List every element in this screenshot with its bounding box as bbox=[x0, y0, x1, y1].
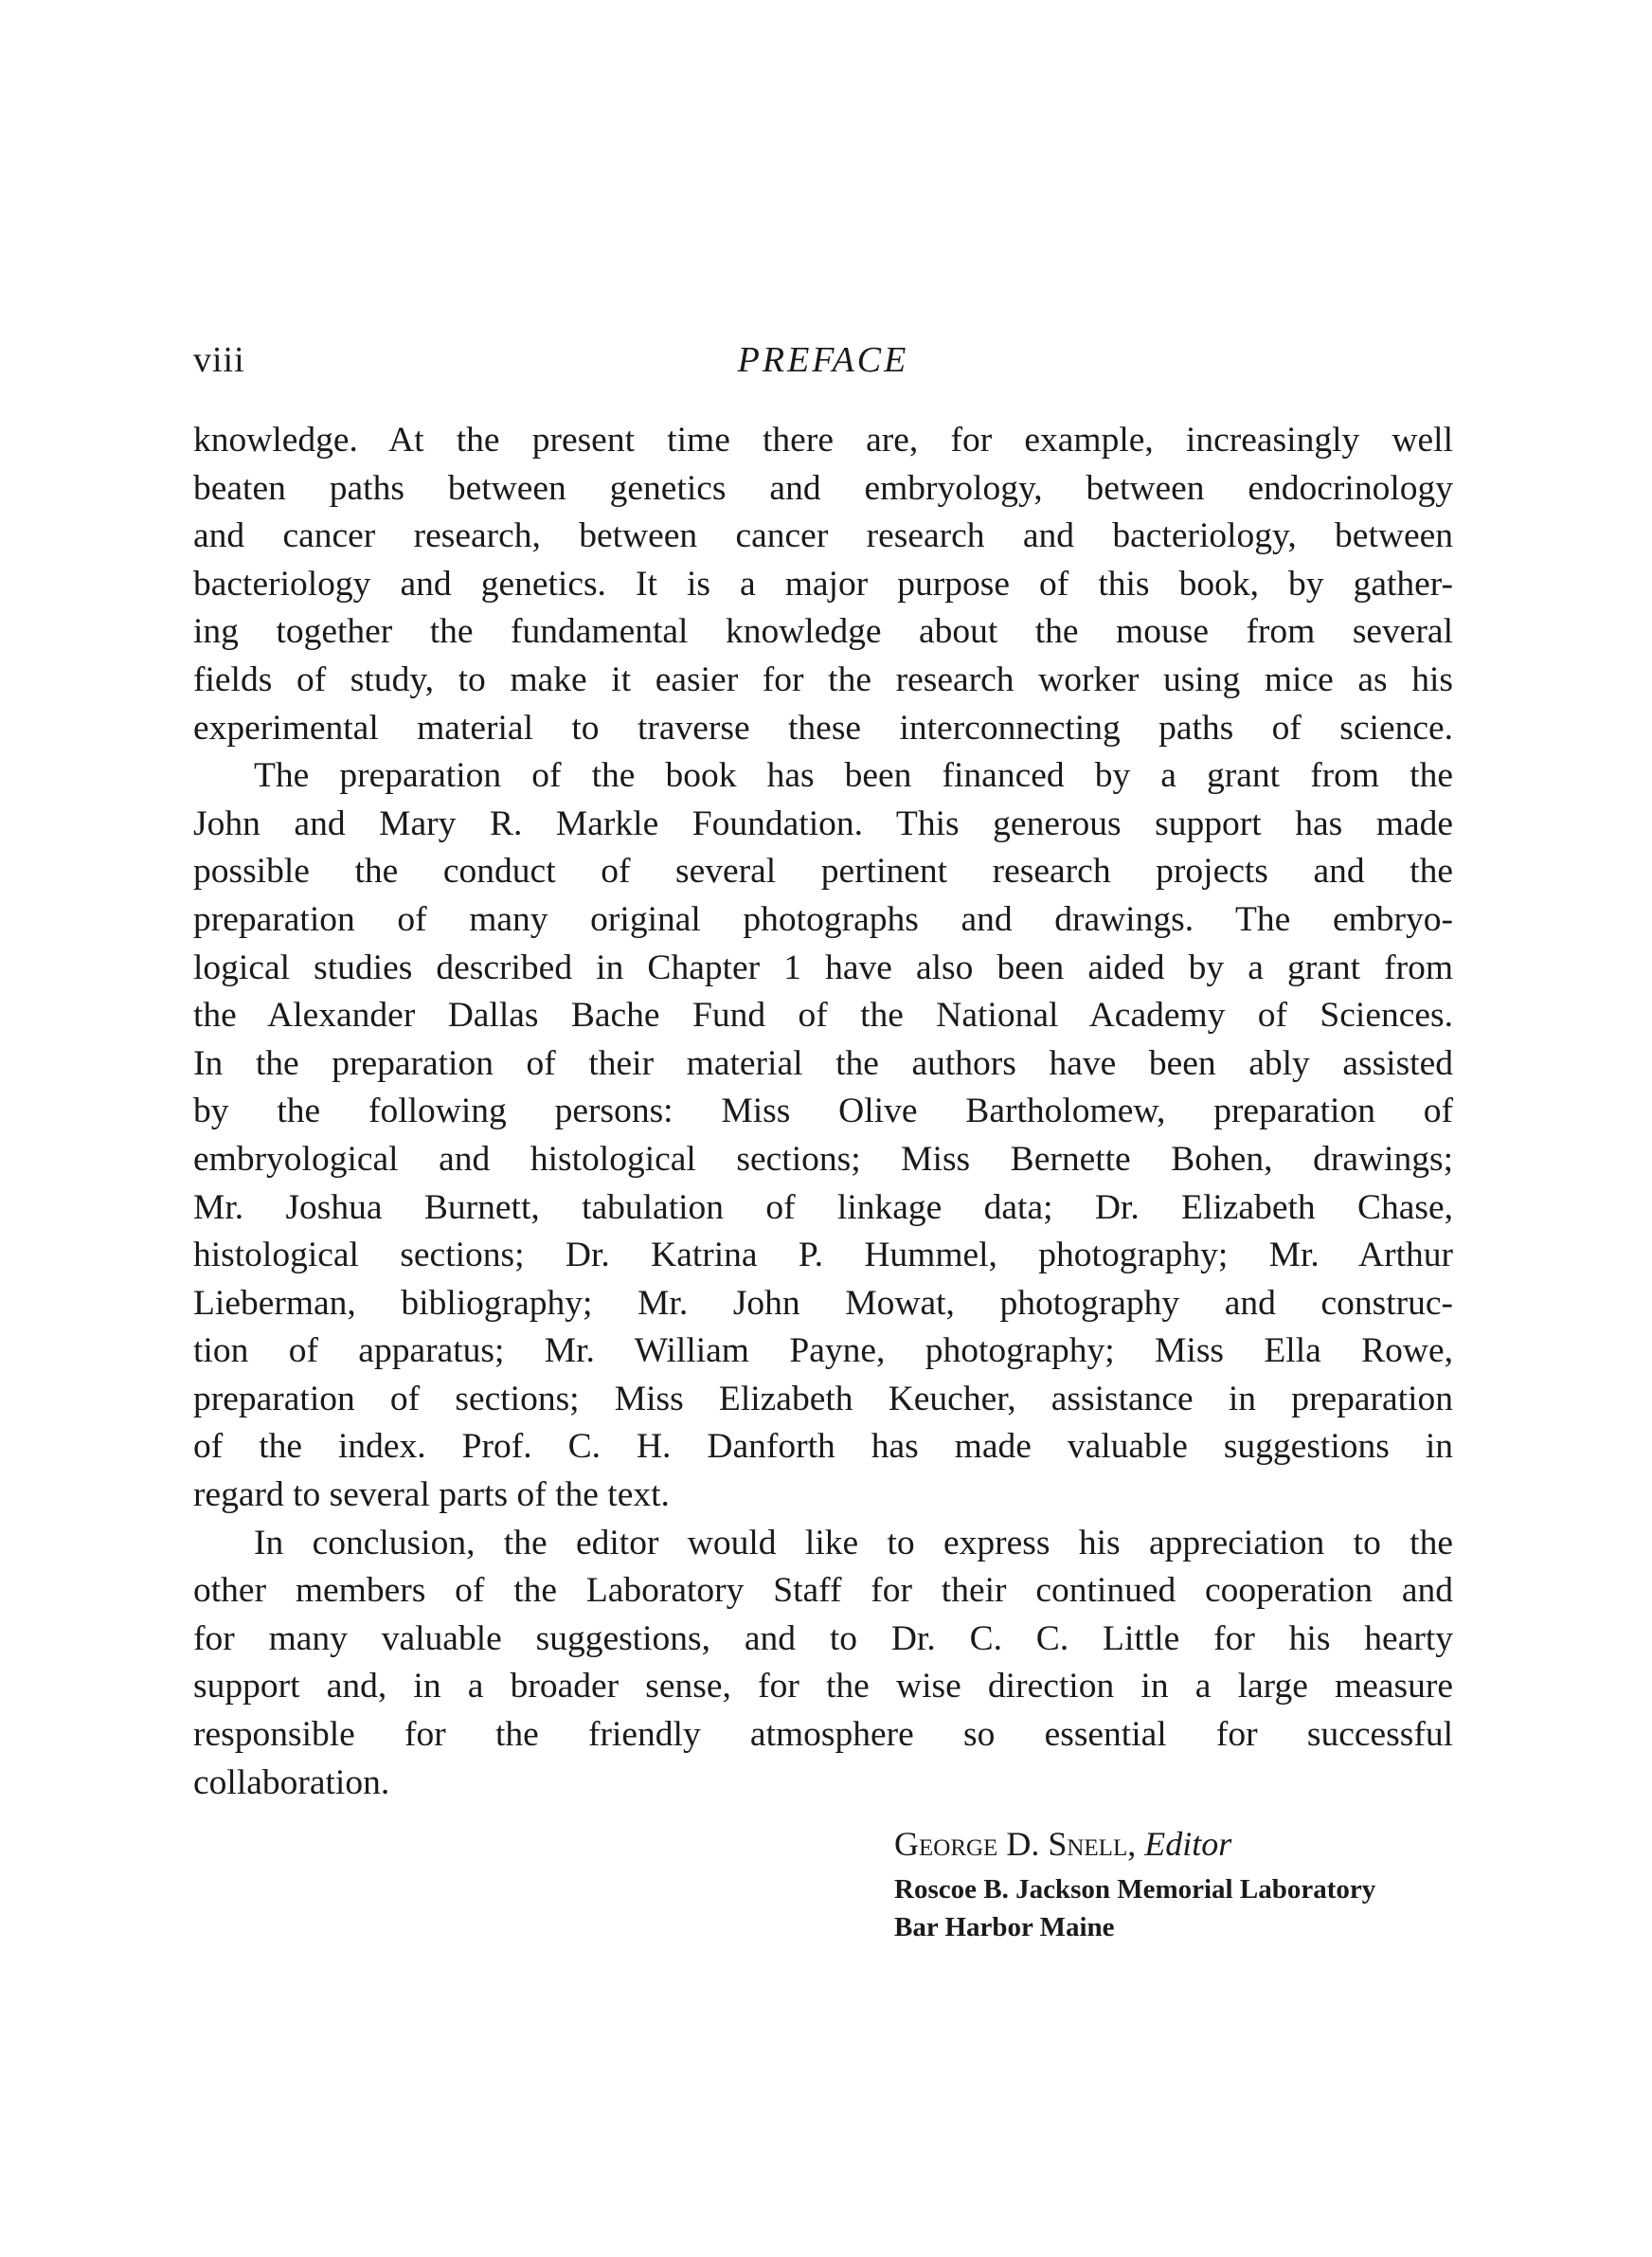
institution: Roscoe B. Jackson Memorial Laboratory bbox=[894, 1874, 1376, 1905]
paragraph-3 bbox=[193, 1520, 1453, 1808]
running-title: PREFACE bbox=[737, 340, 909, 380]
editor-name: George D. Snell, bbox=[894, 1825, 1137, 1863]
text-line: In conclusion, the editor would like to express his appreciation to the bbox=[254, 1523, 1453, 1562]
text-line: collaboration. bbox=[193, 1762, 390, 1802]
text-line: preparation of sections; Miss Elizabeth Keucher, assistance in preparation bbox=[193, 1379, 1453, 1418]
text-line: John and Mary R. Markle Foundation. This generous support has made bbox=[193, 803, 1453, 843]
signature-block bbox=[894, 1817, 1453, 1946]
text-line: regard to several parts of the text. bbox=[193, 1475, 670, 1515]
running-head bbox=[193, 334, 1453, 387]
text-line: tion of apparatus; Mr. William Payne, photography; Miss Ella Rowe, bbox=[193, 1331, 1453, 1371]
text-line: embryological and histological sections; Miss Bernette Bohen, drawings; bbox=[193, 1139, 1453, 1179]
signature-name-line bbox=[894, 1817, 1453, 1870]
preface-body bbox=[193, 417, 1453, 1807]
text-line: support and, in a broader sense, for the wise direction in a large measure bbox=[193, 1667, 1453, 1706]
text-line: preparation of many original photographs and drawings. The embryo- bbox=[193, 899, 1453, 939]
location: Bar Harbor Maine bbox=[894, 1912, 1115, 1942]
text-line: bacteriology and genetics. It is a major purpose of this book, by gather- bbox=[193, 564, 1453, 604]
text-line: the Alexander Dallas Bache Fund of the National Academy of Sciences. bbox=[193, 996, 1453, 1036]
text-line: beaten paths between genetics and embryology, between endocrinology bbox=[193, 468, 1453, 508]
text-line: histological sections; Dr. Katrina P. Hummel, photography; Mr. Arthur bbox=[193, 1236, 1453, 1275]
text-line: and cancer research, between cancer research and bacteriology, between bbox=[193, 516, 1453, 556]
text-line: possible the conduct of several pertinent research projects and the bbox=[193, 852, 1453, 892]
text-line: responsible for the friendly atmosphere so essential for successful bbox=[193, 1715, 1453, 1755]
editor-role: Editor bbox=[1144, 1825, 1232, 1863]
page-number: viii bbox=[193, 340, 245, 380]
text-line: logical studies described in Chapter 1 have also been aided by a grant from bbox=[193, 948, 1453, 987]
paragraph-2 bbox=[193, 752, 1453, 1520]
text-line: Mr. Joshua Burnett, tabulation of linkage data; Dr. Elizabeth Chase, bbox=[193, 1187, 1453, 1227]
text-line: for many valuable suggestions, and to Dr. C. C. Little for his hearty bbox=[193, 1618, 1453, 1658]
text-line: The preparation of the book has been financed by a grant from the bbox=[254, 756, 1453, 796]
text-line: knowledge. At the present time there are, for example, increasingly well bbox=[193, 421, 1453, 460]
paragraph-1 bbox=[193, 417, 1453, 752]
text-line: experimental material to traverse these interconnecting paths of science. bbox=[193, 708, 1453, 748]
text-line: In the preparation of their material the authors have been ably assisted bbox=[193, 1043, 1453, 1083]
text-line: fields of study, to make it easier for the research worker using mice as his bbox=[193, 659, 1453, 699]
text-line: other members of the Laboratory Staff for their continued cooperation and bbox=[193, 1571, 1453, 1611]
text-line: ing together the fundamental knowledge about the mouse from several bbox=[193, 612, 1453, 652]
text-line: by the following persons: Miss Olive Bartholomew, preparation of bbox=[193, 1092, 1453, 1131]
text-line: Lieberman, bibliography; Mr. John Mowat, photography and construc- bbox=[193, 1283, 1453, 1323]
text-line: of the index. Prof. C. H. Danforth has made valuable suggestions in bbox=[193, 1427, 1453, 1467]
